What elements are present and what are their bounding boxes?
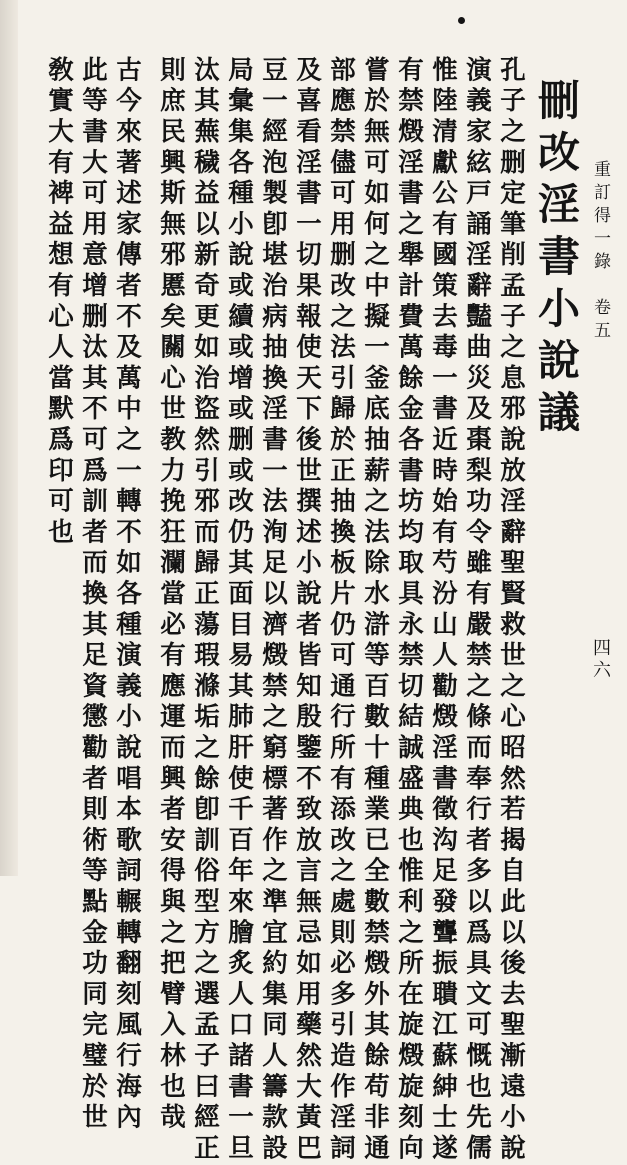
text-column: 嘗於無可如何之中擬一釜底抽薪之法除水滸等百數十種業已全數禁燬外其餘苟非通 <box>360 56 390 1165</box>
page-number: 四六 <box>590 638 611 682</box>
text-column: 此等書大可用意增删汰其不可爲訓者而換其足資懲勸者則術等點金功同完璧於世 <box>78 56 108 1134</box>
text-column: 汰其蕪穢益以新奇更如治盜然引邪而歸正蕩瑕滌垢之餘卽訓俗型方之選孟子曰經正 <box>190 56 220 1165</box>
text-column: 孔子之删定筆削孟子之息邪說放淫辭聖賢救世之心昭然若揭自此以後去聖漸遠小說 <box>496 56 526 1165</box>
text-column: 惟陸清獻公有國策去毒一書近時始有芍汾山人勸燬淫書徵沟足發聾振聵江蘇紳士遂 <box>428 56 458 1165</box>
text-column: 演義家絃戸誦淫辭豔曲災及棗梨功令雖有嚴禁之條而奉行者多以爲具文可慨也先儒 <box>462 56 492 1165</box>
scan-margin <box>0 0 18 876</box>
text-column: 則庶民興斯無邪慝矣關心世教力挽狂瀾當必有應運而興者安得與之把臂入林也哉 <box>156 56 186 1134</box>
text-column: 局彙集各種小說或續或增或删或改仍其面目易其肺肝使千百年來膾炙人口諸書一旦 <box>224 56 254 1165</box>
text-column: 敎實大有裨益想有心人當默爲印可也 <box>44 56 74 549</box>
page-title: 刪改淫書小說議 <box>532 78 581 442</box>
text-column: 古今來著述家傳者不及萬中之一轉不如各種演義小說唱本歌詞輾轉翻刻風行海內 <box>112 56 142 1134</box>
bullet-mark <box>458 17 465 24</box>
text-column: 部應禁儘可用删改之法引歸於正抽換板片仍可通行所有添改之處則必多引造作淫詞 <box>326 56 356 1165</box>
text-column: 及喜看淫書一切果報使天下後世撰述小說者皆知殷鑒不致放言無忌如用藥然大黃巴 <box>292 56 322 1165</box>
running-head: 重訂得一錄 卷五 <box>590 160 610 344</box>
text-column: 豆一經泡製卽堪治病抽換淫書一法洵足以濟燬禁之窮標著作之準宜約集同人籌款設 <box>258 56 288 1165</box>
text-column: 有禁燬淫書之舉計費萬餘金各書坊均取具永禁切結誠盛典也惟利之所在旋燬旋刻向 <box>394 56 424 1165</box>
